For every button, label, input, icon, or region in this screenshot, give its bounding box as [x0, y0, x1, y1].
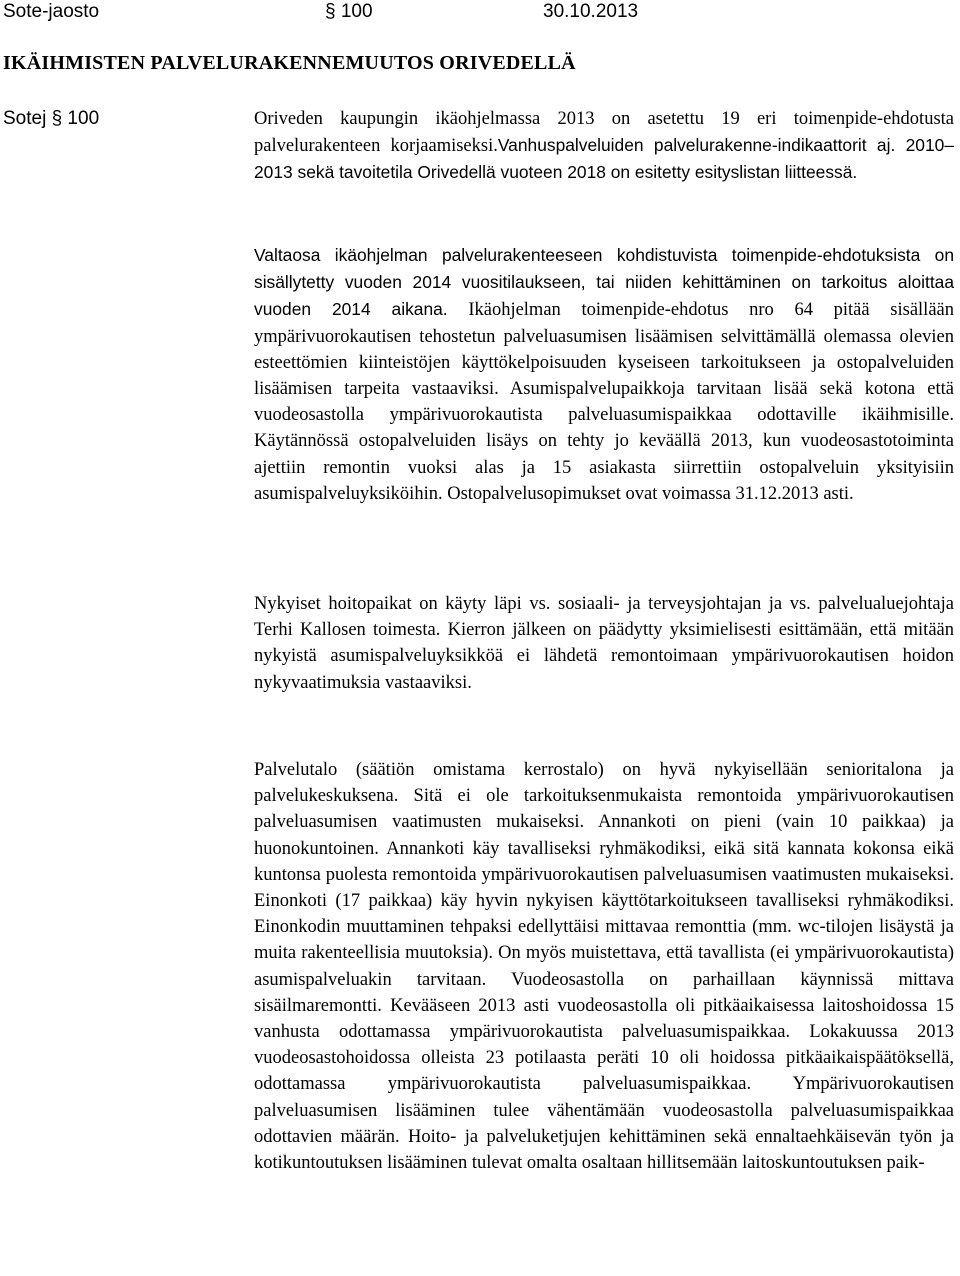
paragraph-text: Valtaosa ikäohjelman palvelurakenteeseen kohdistuvista toimenpide-ehdotuksista on sisällytetty vuoden 2014 vuositilaukseen, tai niiden kehittäminen on tarkoitus aloittaa vuoden 2014 aikana.	[254, 245, 954, 320]
paragraph-text: Ikäohjelman toimenpide-ehdotus nro 64 pitää sisällään ympärivuorokautisen tehostetun palveluasumisen lisäämisen selvittämällä olemassa olevien esteettömien kiinteistöjen käyttökelpoisuuden kyseiseen tarkoitukseen ja ostopalveluiden lisäämisen tarpeita vastaaviksi. Asumispalvelupaikkoja tarvitaan lisää sekä kotona että vuodeosastolla ympärivuorokautista palveluasumispaikkaa odottaville ikäihmisille. Käytännössä ostopalveluiden lisäys on tehty jo keväällä 2013, kun vuodeosastotoiminta ajettiin remontin vuoksi alas ja 15 asiakasta siirrettiin ostopalveluin yksityisiin asumispalveluyksiköihin. Ostopalvelusopimukset ovat voimassa 31.12.2013 asti.	[254, 300, 954, 504]
paragraph-measures	[254, 242, 954, 507]
meeting-date: 30.10.2013	[543, 1, 639, 22]
paragraph-review	[254, 591, 954, 696]
section-number: § 100	[325, 1, 373, 22]
paragraph-text: Nykyiset hoitopaikat on käyty läpi vs. sosiaali- ja terveysjohtajan ja vs. palvelualuejohtaja Terhi Kallosen toimesta. Kierron jälkeen on päädytty yksimielisesti esittämään, että mitään nykyistä asumispalveluyksikköä ei lähdetä remontoimaan ympärivuorokautisen hoidon nykyvaatimuksia vastaaviksi.	[254, 594, 954, 693]
paragraph-text: Vanhuspalveluiden palvelurakenne-indikaattorit aj. 2010–2013 sekä tavoitetila Orivedellä vuoteen 2018 on esitetty esityslistan liitteessä.	[254, 135, 954, 183]
page-header	[0, 0, 960, 28]
paragraph-text: Oriveden kaupungin ikäohjelmassa 2013 on asetettu 19 eri toimenpide-ehdotusta palvelurakenteen korjaamiseksi.	[254, 109, 954, 157]
paragraph-indicators	[254, 106, 954, 187]
section-label: Sotej § 100	[3, 108, 100, 129]
document-title: IKÄIHMISTEN PALVELURAKENNEMUUTOS ORIVEDELLÄ	[3, 52, 576, 74]
committee-name: Sote-jaosto	[3, 1, 100, 22]
paragraph-facilities	[254, 757, 954, 1176]
paragraph-text: Palvelutalo (säätiön omistama kerrostalo) on hyvä nykyisellään senioritalona ja palvelukeskuksena. Sitä ei ole tarkoituksenmukaista remontoida ympärivuorokautisen palveluasumisen vaatimusten mukaiseksi. Annankoti on pieni (vain 10 paikkaa) ja huonokuntoinen. Annankoti käy tavalliseksi ryhmäkodiksi, eikä sitä kannata kokonsa eikä kuntonsa puolesta remontoida ympärivuorokautisen palveluasumisen vaatimusten mukaiseksi. Einonkoti (17 paikkaa) käy hyvin nykyisen käyttötarkoitukseen tavalliseksi ryhmäkodiksi. Einonkodin muuttaminen tehpaksi edellyttäisi mittavaa remonttia (mm. wc-tilojen lisäystä ja muita rakenteellisia muutoksia). On myös muistettava, että tavallista (ei ympärivuorokautista) asumispalveluakin tarvitaan. Vuodeosastolla on parhaillaan käynnissä mittava sisäilmaremontti. Kevääseen 2013 asti vuodeosastolla oli pitkäaikaisessa laitoshoidossa 15 vanhusta odottamassa ympärivuorokautista palveluasumispaikkaa. Lokakuussa 2013 vuodeosastohoidossa olleista 23 potilaasta peräti 10 oli hoidossa pitkäaikaispäätöksellä, odottamassa ympärivuorokautista palveluasumispaikkaa. Ympärivuorokautisen palveluasumisen lisääminen tulee vähentämään vuodeosastolla palveluasumispaikkaa odottavien määrän. Hoito- ja palveluketjujen kehittäminen sekä ennaltaehkäisevän työn ja kotikuntoutuksen lisääminen tulevat omalta osaltaan hillitsemään laitoskuntoutuksen paik-	[254, 760, 954, 1174]
